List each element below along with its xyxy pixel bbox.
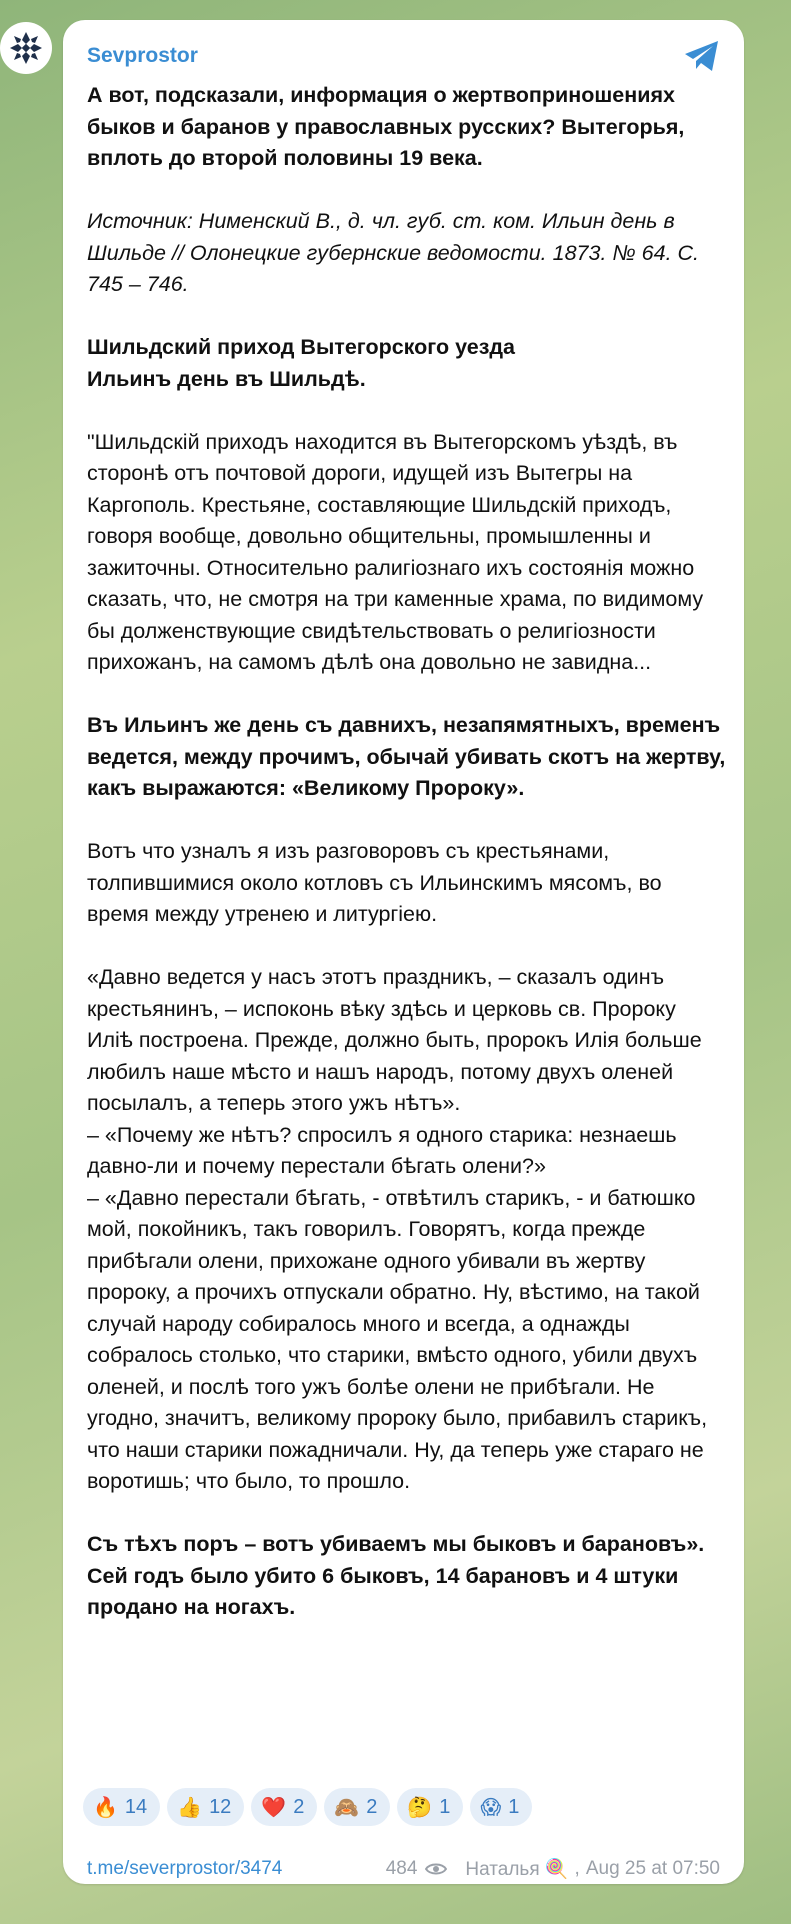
fire-emoji-icon: 🔥: [93, 1796, 118, 1819]
reaction-count: 12: [209, 1795, 232, 1818]
telegram-plane-icon[interactable]: [682, 38, 722, 74]
channel-logo-icon: [6, 28, 46, 68]
post-paragraph-5: Въ Ильинъ же день съ давнихъ, незапямятныхъ, временъ ведется, между прочимъ, обычай убивать скотъ на жертву, какъ выражаются: «Великому Пророку».: [87, 713, 726, 800]
reaction-fire[interactable]: [83, 1788, 160, 1826]
heading-line-1: Шильдский приход Вытегорского уезда: [87, 335, 515, 359]
reaction-count: 14: [124, 1795, 148, 1818]
reaction-count: 2: [293, 1795, 305, 1818]
thumbs-up-emoji-icon: 👍: [177, 1796, 203, 1819]
message-text: [87, 80, 727, 1655]
post-paragraph-7: [87, 962, 727, 1498]
reaction-count: 1: [439, 1795, 451, 1818]
eye-icon: [425, 1862, 447, 1876]
dialog-part-1: «Давно ведется у насъ этотъ праздникъ, – сказалъ одинъ крестьянинъ, – испоконь вѣку здѣсь и церковь св. Пророку Илiѣ построена. Прежде, должно быть, пророкъ Илія больше любилъ наше мѣсто и нашъ народъ, потому двухъ оленей посылалъ, а теперь этого ужъ нѣтъ».: [87, 965, 702, 1115]
dialog-part-2: – «Почему же нѣтъ? спросилъ я одного старика: незнаешь давно-ли и почему перестали бѣгать олени?»: [87, 1122, 677, 1178]
message-header: [87, 38, 722, 74]
post-paragraph-8: Съ тѣхъ поръ – вотъ убиваемъ мы быковъ и барановъ». Сей годъ было убито 6 быковъ, 14 барановъ и 4 штуки продано на ногахъ.: [87, 1532, 705, 1619]
post-paragraph-4: "Шильдскій приходъ находится въ Вытегорскомъ уѣздѣ, въ сторонѣ отъ почтовой дороги, идущей изъ Вытегры на Каргополь. Крестьяне, составляющие Шильдскій приходъ, говоря вообще, довольно общительны, промышленны и зажиточны. Относительно ралигіознаго ихъ состоянія можно сказать, что, не смотря на три каменные храма, по видимому бы долженствующие свидѣтельствовать о религіозности прихожанъ, на самомъ дѣлѣ она довольно не завидна...: [87, 429, 704, 674]
reaction-thumbs-up[interactable]: [167, 1788, 244, 1826]
thinking-emoji-icon: 🤔: [407, 1796, 433, 1819]
author-signature: Наталья 🍭: [465, 1859, 569, 1880]
scream-emoji-icon: 😱: [480, 1796, 502, 1819]
message-timestamp: Aug 25 at 07:50: [585, 1858, 720, 1879]
post-paragraph-6: Вотъ что узналъ я изъ разговоровъ съ крестьянами, толпившимися около котловъ съ Ильинскимъ мясомъ, во время между утренею и литургіею.: [87, 839, 662, 926]
channel-name[interactable]: Sevprostor: [87, 44, 198, 67]
meta-separator: ,: [574, 1858, 580, 1879]
message-card: [63, 20, 744, 1884]
reaction-thinking[interactable]: [397, 1788, 463, 1826]
message-footer: [87, 1854, 720, 1884]
post-source: Источник: Нименский В., д. чл. губ. ст. ком. Ильин день в Шильде // Олонецкие губернские ведомости. 1873. № 64. С. 745 – 746.: [87, 209, 700, 296]
see-no-evil-emoji-icon: 🙈: [334, 1796, 360, 1819]
reaction-scream[interactable]: [470, 1788, 532, 1826]
reaction-heart[interactable]: [251, 1788, 317, 1826]
reactions-bar: [83, 1788, 532, 1826]
heading-line-2: Ильинъ день въ Шильдѣ.: [87, 366, 366, 391]
post-link[interactable]: t.me/severprostor/3474: [87, 1858, 283, 1879]
post-intro: А вот, подсказали, информация о жертвоприношениях быков и баранов у православных русских? Вытегорья, вплоть до второй половины 19 века.: [87, 83, 685, 170]
message-meta: [386, 1857, 720, 1881]
reaction-count: 1: [508, 1795, 520, 1818]
reaction-count: 2: [366, 1795, 378, 1818]
dialog-part-3: – «Давно перестали бѣгать, - отвѣтилъ старикъ, - и батюшко мой, покойникъ, такъ говорилъ. Говорятъ, когда прежде прибѣгали олени, прихожане одного убивали въ жертву пророку, а прочихъ отпускали обратно. Ну, вѣстимо, на такой случай народу собиралось много и всегда, а однажды собралось столько, что старики, вмѣсто одного, убили двухъ оленей, и послѣ того ужъ болѣе олени не прибѣгали. Не угодно, значитъ, великому пророку было, прибавилъ старикъ, что наши старики пожадничали. Ну, да теперь уже стараго не воротишь; что было, то прошло.: [87, 1185, 708, 1493]
reaction-see-no-evil[interactable]: [324, 1788, 390, 1826]
post-heading: [87, 332, 727, 395]
view-count: 484: [385, 1858, 418, 1879]
channel-avatar[interactable]: [0, 22, 52, 74]
heart-emoji-icon: ❤️: [261, 1796, 287, 1819]
